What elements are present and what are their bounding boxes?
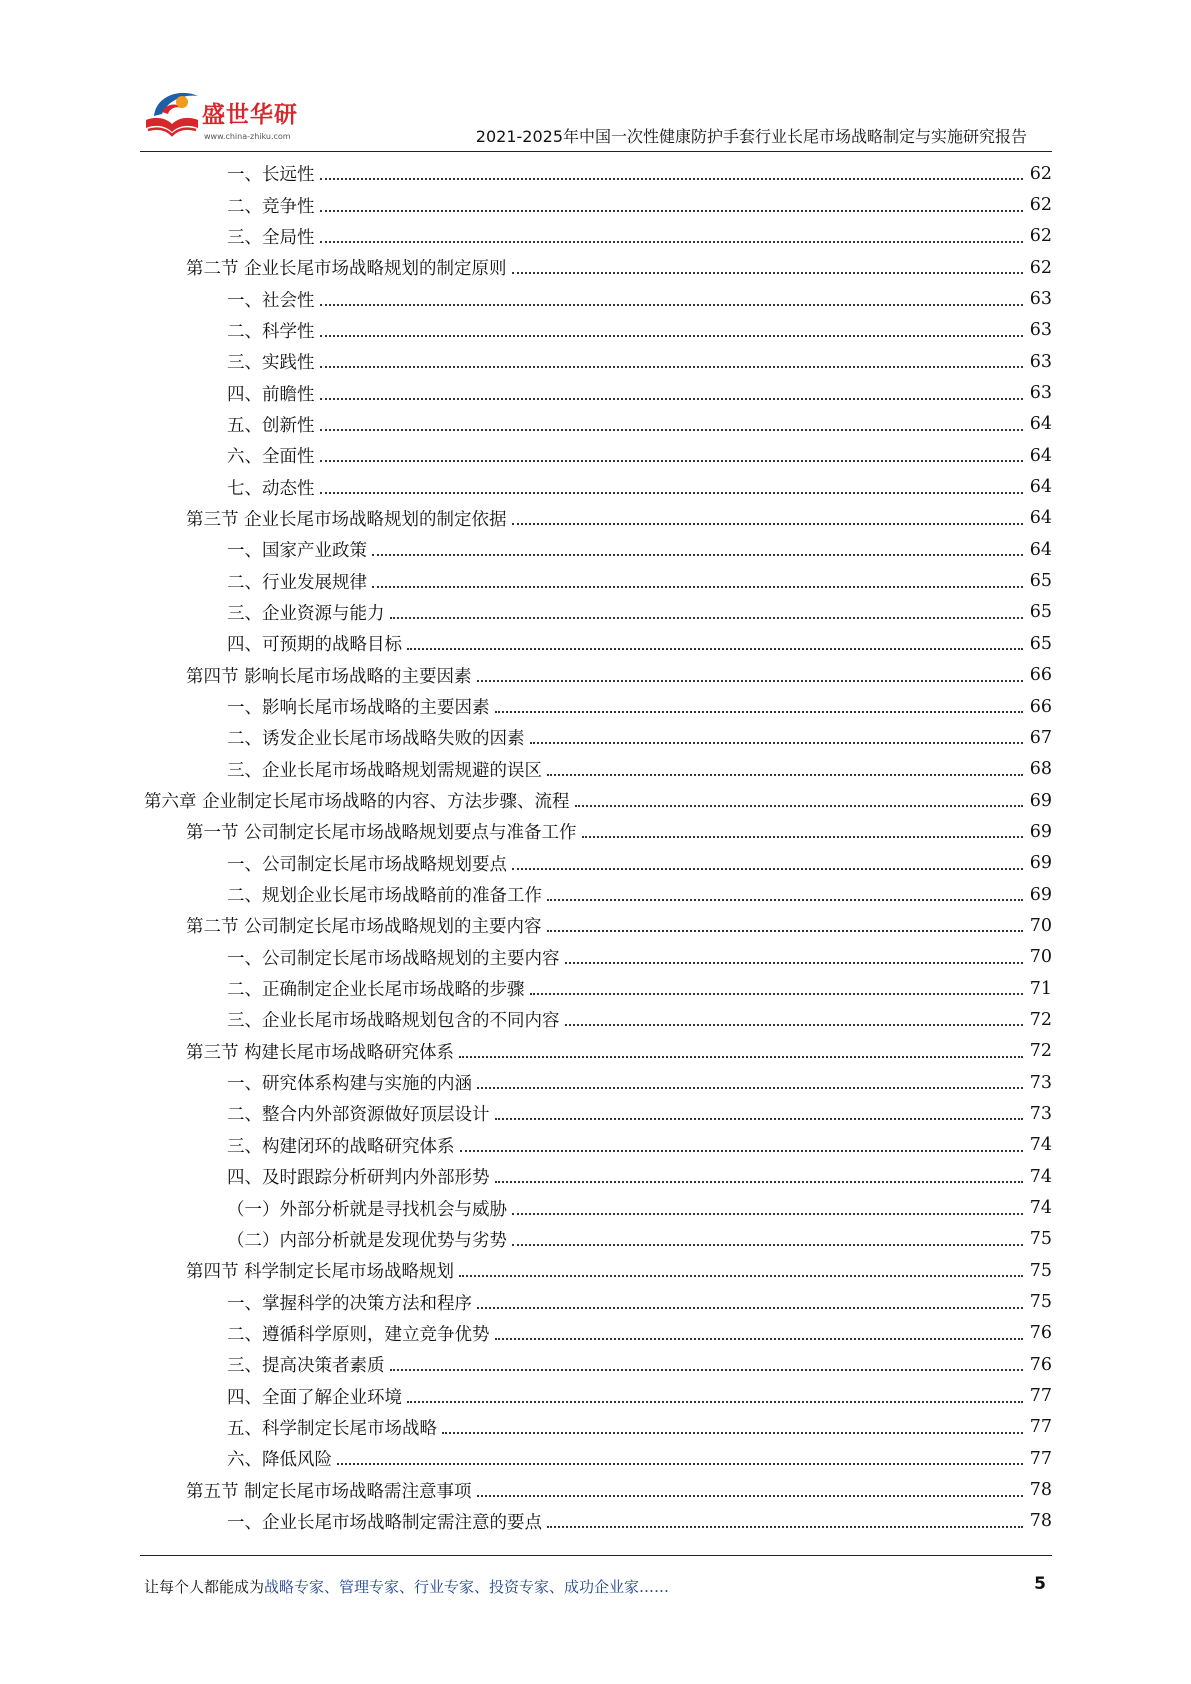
toc-leader-dots	[565, 961, 1024, 964]
toc-entry-page: 73	[1029, 1072, 1052, 1093]
toc-entry-label: 四、及时跟踪分析研判内外部形势	[227, 1168, 490, 1189]
toc-entry[interactable]	[186, 910, 1052, 941]
toc-leader-dots	[320, 459, 1024, 462]
toc-entry[interactable]	[227, 1412, 1052, 1443]
toc-entry-label: 二、遵循科学原则，建立竞争优势	[227, 1324, 490, 1345]
toc-entry-page: 67	[1029, 727, 1052, 748]
toc-entry-page: 78	[1029, 1511, 1052, 1532]
toc-entry-label: 五、科学制定长尾市场战略	[227, 1418, 437, 1439]
toc-entry-page: 75	[1029, 1229, 1052, 1250]
toc-leader-dots	[320, 303, 1024, 306]
toc-entry-page: 69	[1029, 821, 1052, 842]
toc-entry-label: 第三节 企业长尾市场战略规划的制定依据	[186, 509, 507, 530]
toc-entry[interactable]	[227, 1224, 1052, 1255]
toc-entry-label: 三、全局性	[227, 227, 315, 248]
toc-entry[interactable]	[227, 1443, 1052, 1474]
toc-entry-label: 第一节 公司制定长尾市场战略规划要点与准备工作	[186, 823, 577, 844]
toc-entry-label: 三、企业长尾市场战略规划需规避的误区	[227, 760, 542, 781]
toc-leader-dots	[320, 209, 1024, 212]
footer-slogan	[144, 1576, 669, 1597]
toc-entry-page: 62	[1029, 195, 1052, 216]
toc-leader-dots	[547, 929, 1023, 932]
toc-entry[interactable]	[186, 1036, 1052, 1067]
toc-entry-page: 78	[1029, 1480, 1052, 1501]
toc-entry-page: 62	[1029, 226, 1052, 247]
toc-entry-page: 65	[1029, 602, 1052, 623]
toc-entry-page: 72	[1029, 1009, 1052, 1030]
company-logo	[140, 82, 320, 148]
toc-entry-label: 二、诱发企业长尾市场战略失败的因素	[227, 729, 525, 750]
toc-entry[interactable]	[227, 1380, 1052, 1411]
toc-leader-dots	[320, 397, 1024, 400]
toc-leader-dots	[320, 177, 1024, 180]
toc-leader-dots	[495, 1180, 1024, 1183]
toc-entry-page: 77	[1029, 1417, 1052, 1438]
toc-entry-label: 一、研究体系构建与实施的内涵	[227, 1074, 472, 1095]
toc-entry[interactable]	[227, 1349, 1052, 1380]
toc-leader-dots	[512, 867, 1023, 870]
toc-entry-page: 64	[1029, 445, 1052, 466]
toc-entry-page: 69	[1029, 853, 1052, 874]
toc-entry-page: 63	[1029, 320, 1052, 341]
toc-entry[interactable]	[186, 252, 1052, 283]
toc-leader-dots	[459, 1274, 1023, 1277]
toc-entry-label: 一、企业长尾市场战略制定需注意的要点	[227, 1512, 542, 1533]
toc-entry[interactable]	[227, 628, 1052, 659]
toc-entry[interactable]	[227, 1067, 1052, 1098]
toc-entry-page: 66	[1029, 696, 1052, 717]
toc-leader-dots	[320, 365, 1024, 368]
toc-entry-page: 65	[1029, 633, 1052, 654]
toc-entry-label: 第四节 影响长尾市场战略的主要因素	[186, 666, 472, 687]
toc-entry[interactable]	[227, 848, 1052, 879]
toc-entry[interactable]	[186, 816, 1052, 847]
toc-entry-page: 64	[1029, 414, 1052, 435]
toc-entry-page: 63	[1029, 289, 1052, 310]
toc-leader-dots	[530, 992, 1024, 995]
toc-entry-label: 二、科学性	[227, 321, 315, 342]
toc-entry[interactable]	[227, 1506, 1052, 1537]
logo-book-icon	[140, 82, 204, 146]
toc-leader-dots	[477, 1086, 1023, 1089]
toc-leader-dots	[320, 334, 1024, 337]
toc-entry[interactable]	[227, 409, 1052, 440]
toc-entry-page: 74	[1029, 1198, 1052, 1219]
toc-entry[interactable]	[227, 942, 1052, 973]
toc-entry[interactable]	[227, 1098, 1052, 1129]
toc-leader-dots	[582, 835, 1023, 838]
toc-entry-page: 64	[1029, 539, 1052, 560]
toc-entry-label: 四、前瞻性	[227, 384, 315, 405]
toc-entry-label: （二）内部分析就是发现优势与劣势	[227, 1230, 507, 1251]
toc-leader-dots	[547, 898, 1023, 901]
toc-leader-dots	[442, 1431, 1023, 1434]
toc-leader-dots	[495, 1337, 1024, 1340]
toc-leader-dots	[512, 522, 1023, 525]
toc-entry-page: 74	[1029, 1166, 1052, 1187]
toc-entry[interactable]	[186, 1255, 1052, 1286]
toc-entry-page: 77	[1029, 1448, 1052, 1469]
toc-leader-dots	[547, 773, 1023, 776]
toc-entry-label: 第三节 构建长尾市场战略研究体系	[186, 1042, 455, 1063]
toc-entry-page: 75	[1029, 1260, 1052, 1281]
toc-entry-label: 二、规划企业长尾市场战略前的准备工作	[227, 886, 542, 907]
toc-entry[interactable]	[227, 1130, 1052, 1161]
toc-entry[interactable]	[186, 503, 1052, 534]
toc-leader-dots	[495, 1117, 1024, 1120]
toc-entry-label: 三、构建闭环的战略研究体系	[227, 1136, 455, 1157]
toc-entry-page: 73	[1029, 1103, 1052, 1124]
toc-entry-label: 第二节 公司制定长尾市场战略规划的主要内容	[186, 917, 542, 938]
toc-entry-label: 一、公司制定长尾市场战略规划要点	[227, 854, 507, 875]
toc-entry-page: 69	[1029, 884, 1052, 905]
toc-entry[interactable]	[227, 440, 1052, 471]
toc-entry-label: 一、影响长尾市场战略的主要因素	[227, 698, 490, 719]
table-of-contents	[0, 158, 1191, 1537]
toc-entry-label: 一、社会性	[227, 290, 315, 311]
toc-leader-dots	[512, 1212, 1023, 1215]
toc-entry-page: 76	[1029, 1354, 1052, 1375]
toc-entry[interactable]	[227, 597, 1052, 628]
toc-entry-label: 四、可预期的战略目标	[227, 635, 402, 656]
toc-leader-dots	[390, 1368, 1024, 1371]
toc-entry-page: 70	[1029, 947, 1052, 968]
toc-leader-dots	[337, 1462, 1023, 1465]
toc-entry[interactable]	[227, 377, 1052, 408]
toc-entry-page: 66	[1029, 665, 1052, 686]
toc-leader-dots	[512, 1243, 1023, 1246]
page-number: 5	[1034, 1574, 1046, 1594]
toc-entry-page: 75	[1029, 1292, 1052, 1313]
logo-url: www.china-zhiku.com	[204, 132, 291, 141]
toc-entry-label: 五、创新性	[227, 415, 315, 436]
toc-entry-page: 63	[1029, 383, 1052, 404]
toc-entry[interactable]	[227, 221, 1052, 252]
toc-entry[interactable]	[227, 879, 1052, 910]
toc-entry[interactable]	[227, 1318, 1052, 1349]
toc-leader-dots	[477, 1494, 1023, 1497]
toc-entry[interactable]	[227, 471, 1052, 502]
toc-leader-dots	[372, 585, 1023, 588]
toc-entry[interactable]	[227, 973, 1052, 1004]
toc-entry-page: 68	[1029, 759, 1052, 780]
toc-entry[interactable]	[227, 1004, 1052, 1035]
toc-entry-label: 二、正确制定企业长尾市场战略的步骤	[227, 980, 525, 1001]
toc-entry[interactable]	[227, 722, 1052, 753]
toc-entry[interactable]	[227, 534, 1052, 565]
header-divider	[140, 151, 1052, 152]
toc-leader-dots	[477, 679, 1023, 682]
toc-entry-label: 三、提高决策者素质	[227, 1356, 385, 1377]
toc-leader-dots	[547, 1525, 1023, 1528]
toc-entry-label: 七、动态性	[227, 478, 315, 499]
toc-entry[interactable]	[227, 565, 1052, 596]
toc-entry-page: 71	[1029, 978, 1052, 999]
toc-leader-dots	[565, 1023, 1024, 1026]
toc-entry[interactable]	[186, 660, 1052, 691]
toc-leader-dots	[575, 804, 1023, 807]
toc-entry[interactable]	[227, 283, 1052, 314]
toc-entry-label: 三、实践性	[227, 353, 315, 374]
toc-leader-dots	[320, 240, 1024, 243]
toc-entry-label: 第六章 企业制定长尾市场战略的内容、方法步骤、流程	[144, 792, 570, 813]
footer-slogan-roles: 战略专家、管理专家、行业专家、投资专家、成功企业家……	[264, 1578, 670, 1596]
toc-entry[interactable]	[227, 189, 1052, 220]
toc-leader-dots	[407, 1400, 1023, 1403]
footer-divider	[140, 1555, 1052, 1556]
toc-leader-dots	[372, 553, 1023, 556]
toc-entry-label: 一、国家产业政策	[227, 541, 367, 562]
toc-entry-page: 65	[1029, 571, 1052, 592]
toc-entry-label: 四、全面了解企业环境	[227, 1387, 402, 1408]
toc-entry-label: 一、掌握科学的决策方法和程序	[227, 1293, 472, 1314]
toc-entry-page: 70	[1029, 915, 1052, 936]
toc-leader-dots	[320, 428, 1024, 431]
toc-leader-dots	[477, 1306, 1023, 1309]
toc-entry[interactable]	[186, 1474, 1052, 1505]
toc-entry-page: 76	[1029, 1323, 1052, 1344]
toc-entry-label: （一）外部分析就是寻找机会与威胁	[227, 1199, 507, 1220]
toc-entry-label: 一、长远性	[227, 165, 315, 186]
toc-entry[interactable]	[227, 691, 1052, 722]
toc-leader-dots	[530, 741, 1024, 744]
toc-entry-page: 69	[1029, 790, 1052, 811]
toc-entry-label: 第五节 制定长尾市场战略需注意事项	[186, 1481, 472, 1502]
toc-entry-label: 第二节 企业长尾市场战略规划的制定原则	[186, 259, 507, 280]
toc-entry-page: 77	[1029, 1386, 1052, 1407]
toc-entry-label: 二、行业发展规律	[227, 572, 367, 593]
toc-leader-dots	[512, 271, 1023, 274]
toc-leader-dots	[390, 616, 1024, 619]
toc-entry[interactable]	[227, 315, 1052, 346]
logo-name: 盛世华研	[202, 102, 298, 128]
toc-entry[interactable]	[227, 158, 1052, 189]
footer-slogan-prefix: 让每个人都能成为	[144, 1578, 265, 1596]
toc-entry-page: 74	[1029, 1135, 1052, 1156]
toc-entry-label: 二、竞争性	[227, 196, 315, 217]
toc-leader-dots	[407, 647, 1023, 650]
toc-entry-label: 六、全面性	[227, 447, 315, 468]
toc-entry-label: 三、企业长尾市场战略规划包含的不同内容	[227, 1011, 560, 1032]
toc-entry[interactable]	[227, 1286, 1052, 1317]
toc-entry-page: 62	[1029, 257, 1052, 278]
toc-entry-page: 64	[1029, 477, 1052, 498]
toc-entry[interactable]	[227, 1161, 1052, 1192]
toc-entry-label: 三、企业资源与能力	[227, 603, 385, 624]
page-header	[0, 0, 1191, 160]
toc-leader-dots	[495, 710, 1024, 713]
toc-entry-page: 63	[1029, 351, 1052, 372]
toc-entry-page: 64	[1029, 508, 1052, 529]
toc-entry-label: 六、降低风险	[227, 1450, 332, 1471]
document-title: 2021-2025年中国一次性健康防护手套行业长尾市场战略制定与实施研究报告	[475, 127, 1027, 146]
toc-entry-page: 62	[1029, 163, 1052, 184]
toc-entry[interactable]	[227, 754, 1052, 785]
toc-entry-label: 一、公司制定长尾市场战略规划的主要内容	[227, 948, 560, 969]
toc-entry-label: 第四节 科学制定长尾市场战略规划	[186, 1262, 455, 1283]
toc-entry-label: 二、整合内外部资源做好顶层设计	[227, 1105, 490, 1126]
toc-leader-dots	[460, 1149, 1024, 1152]
toc-entry-page: 72	[1029, 1041, 1052, 1062]
toc-entry[interactable]	[227, 346, 1052, 377]
toc-entry[interactable]	[144, 785, 1052, 816]
toc-leader-dots	[459, 1055, 1023, 1058]
toc-leader-dots	[320, 491, 1024, 494]
toc-entry[interactable]	[227, 1192, 1052, 1223]
